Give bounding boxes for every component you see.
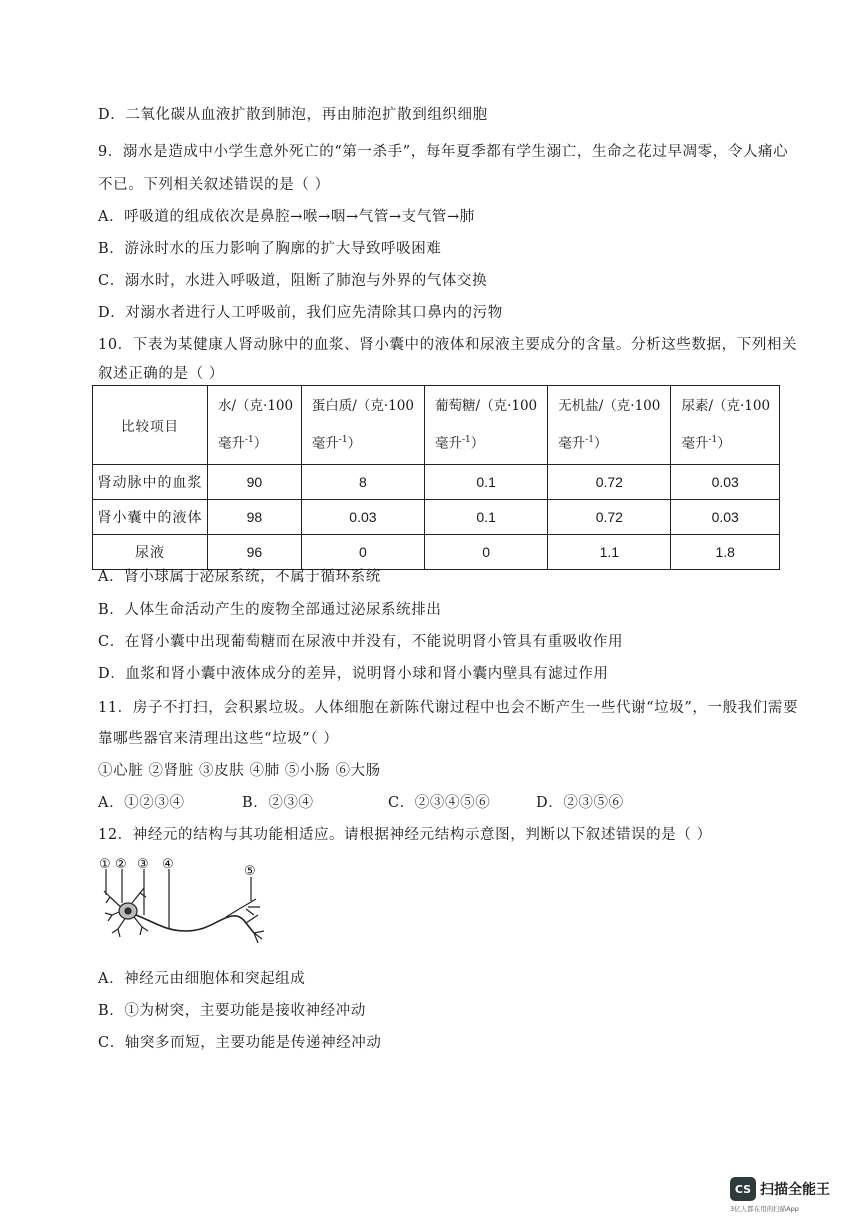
label-3: ③ [137,857,149,872]
header-protein-unit: 毫升 [311,435,339,452]
cs-logo-icon: CS [730,1177,756,1201]
label-5: ⑤ [244,864,256,879]
label-1: ① [99,857,111,872]
row-label: 肾动脉中的血浆 [93,465,208,500]
q9-option-b: B．游泳时水的压力影响了胸廓的扩大导致呼吸困难 [98,241,442,257]
header-exp: -1 [245,435,254,446]
q9-option-c: C．溺水时，水进入呼吸道，阻断了肺泡与外界的气体交换 [98,273,488,289]
camscanner-watermark [730,1177,846,1213]
header-salt-top: 无机盐/（克·100 [558,398,661,415]
table-cell: 0.72 [548,500,671,535]
header-glucose-top: 葡萄糖/（克·100 [435,398,538,415]
row-label: 肾小囊中的液体 [93,500,208,535]
header-urea [671,386,780,465]
header-close: ） [594,435,608,452]
table-cell: 1.8 [671,535,780,570]
table-header-row [93,386,780,465]
header-water [208,386,302,465]
q8-option-d: D．二氧化碳从血液扩散到肺泡，再由肺泡扩散到组织细胞 [98,107,488,123]
q12-option-c: C．轴突多而短，主要功能是传递神经冲动 [98,1035,382,1051]
q10-stem-line1: 10．下表为某健康人肾动脉中的血浆、肾小囊中的液体和尿液主要成分的含量。分析这些数据，下列相关 [98,337,798,353]
header-close: ） [347,435,362,452]
header-water-top: 水/（克·100 [218,398,294,415]
q11-stem-line1: 11．房子不打扫，会积累垃圾。人体细胞在新陈代谢过程中也会不断产生一些代谢“垃圾”，一般我们需要 [98,700,799,716]
table-cell: 1.1 [548,535,671,570]
q11-option-c: C．②③④⑤⑥ [388,795,491,811]
q11-option-a: A．①②③④ [98,795,185,811]
header-protein-top: 蛋白质/（克·100 [311,398,414,415]
q10-option-a: A．肾小球属于泌尿系统，不属于循环系统 [98,569,381,585]
table-cell: 98 [208,500,302,535]
table-row [93,465,780,500]
table-cell: 0.1 [425,465,548,500]
table-corner-cell [93,386,208,465]
q11-organ-list: ①心脏 ②肾脏 ③皮肤 ④肺 ⑤小肠 ⑥大肠 [98,763,381,779]
header-glucose [425,386,548,465]
q12-option-a: A．神经元由细胞体和突起组成 [98,971,306,987]
header-protein [301,386,424,465]
table-cell: 0.03 [301,500,424,535]
header-salt-unit: 毫升 [558,435,586,452]
label-2: ② [115,857,127,872]
neuron-figure [104,869,264,943]
brand-tagline: 3亿人都在用的扫描App [730,1205,799,1213]
header-glucose-unit: 毫升 [435,435,463,452]
q9-option-d: D．对溺水者进行人工呼吸前，我们应先清除其口鼻内的污物 [98,305,503,321]
table-cell: 0.72 [548,465,671,500]
q10-option-d: D．血浆和肾小囊中液体成分的差异，说明肾小球和肾小囊内壁具有滤过作用 [98,666,609,682]
q10-stem-line2: 叙述正确的是（ ） [98,366,225,382]
table-cell: 8 [301,465,424,500]
table-cell: 96 [208,535,302,570]
header-exp: -1 [462,435,471,446]
q9-option-a: A．呼吸道的组成依次是鼻腔→喉→咽→气管→支气管→肺 [98,209,475,225]
q10-option-b: B．人体生命活动产生的废物全部通过泌尿系统排出 [98,602,442,618]
header-exp: -1 [708,435,718,446]
header-close: ） [717,435,731,452]
q11-options [98,791,624,812]
q9-stem-line1: 9．溺水是造成中小学生意外死亡的“第一杀手”，每年夏季都有学生溺亡，生命之花过早凋零，令人痛心 [98,144,789,160]
brand-name: 扫描全能王 [760,1182,830,1198]
row-label: 尿液 [93,535,208,570]
header-salt [548,386,671,465]
header-exp: -1 [338,435,348,446]
table-cell: 0.03 [671,500,780,535]
table-cell: 0.03 [671,465,780,500]
table-cell: 0 [301,535,424,570]
composition-table [92,385,780,570]
q12-option-b: B．①为树突，主要功能是接收神经冲动 [98,1003,366,1019]
table-cell: 0.1 [425,500,548,535]
header-exp: -1 [585,435,595,446]
table-row [93,500,780,535]
label-4: ④ [162,857,174,872]
table-cell: 90 [208,465,302,500]
neuron-diagram [96,855,276,950]
q12-stem: 12．神经元的结构与其功能相适应。请根据神经元结构示意图，判断以下叙述错误的是（ ） [98,827,712,843]
header-water-unit: 毫升 [218,435,245,452]
table-cell: 0 [425,535,548,570]
header-urea-top: 尿素/（克·100 [681,398,771,415]
header-close: ） [253,435,268,452]
q10-option-c: C．在肾小囊中出现葡萄糖而在尿液中并没有，不能说明肾小管具有重吸收作用 [98,634,624,650]
q11-option-b: B．②③④ [242,795,314,811]
corner-label: 比较项目 [121,419,179,435]
q9-stem-line2: 不已。下列相关叙述错误的是（ ） [98,177,330,193]
q11-option-d: D．②③⑤⑥ [536,795,624,811]
q11-stem-line2: 靠哪些器官来清理出这些“垃圾”（ ） [98,731,339,747]
header-urea-unit: 毫升 [681,435,709,452]
header-close: ） [470,435,485,452]
